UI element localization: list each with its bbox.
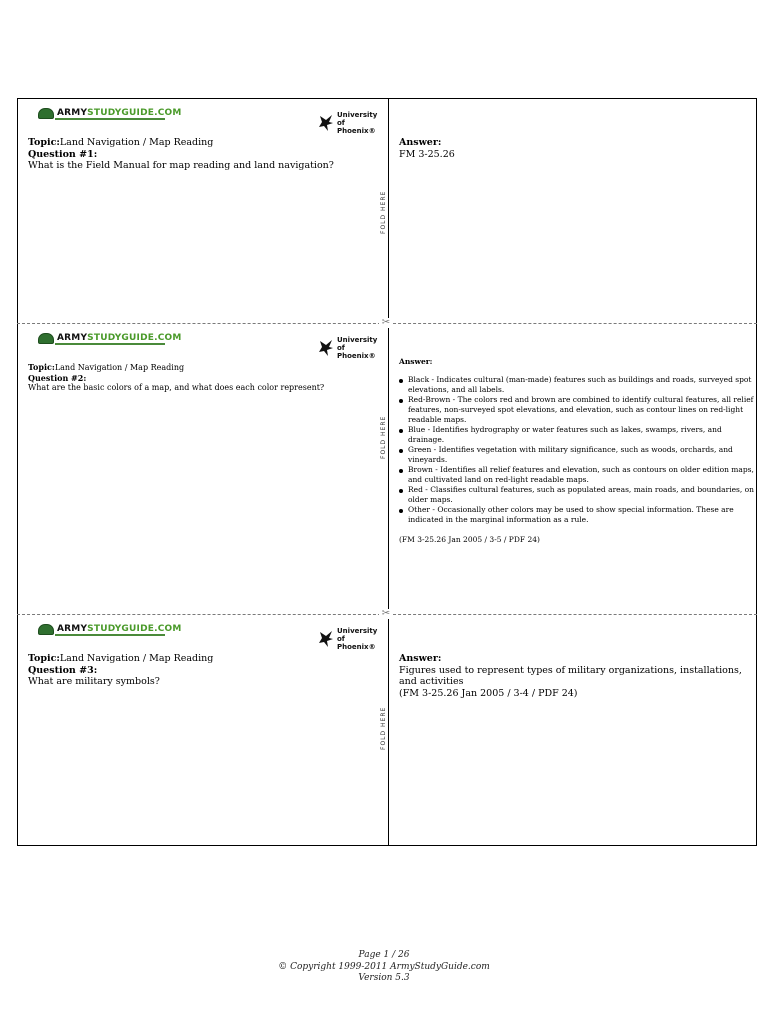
page-footer	[0, 950, 768, 985]
question-side	[28, 615, 378, 845]
fold-here-label: FOLD HERE	[380, 190, 387, 234]
topic-label: Topic:	[28, 653, 60, 664]
list-item: Blue - Identifies hydrography or water features such as lakes, swamps, rivers, and drainage.	[399, 425, 754, 445]
answer-reference: (FM 3-25.26 Jan 2005 / 3-5 / PDF 24)	[399, 535, 540, 544]
list-item: Black - Indicates cultural (man-made) features such as buildings and roads, surveyed spot elevations, and all labels.	[399, 375, 754, 395]
version-label: Version 5.3	[358, 973, 410, 983]
topic-text: Land Navigation / Map Reading	[54, 363, 185, 372]
answer-reference: (FM 3-25.26 Jan 2005 / 3-4 / PDF 24)	[399, 687, 578, 699]
question-side	[28, 324, 378, 615]
phoenix-bird-icon	[318, 339, 334, 357]
list-item: Brown - Identifies all relief features and elevation, such as contours on older edition maps, and cultivated land on red-light readable maps.	[399, 465, 754, 485]
topic-text: Land Navigation / Map Reading	[59, 137, 214, 148]
answer-content	[399, 357, 754, 545]
answer-text: Figures used to represent types of military organizations, installations, and activities	[399, 664, 742, 687]
phoenix-bird-icon	[318, 114, 334, 132]
helmet-icon	[38, 108, 54, 119]
question-content	[28, 362, 373, 393]
scissors-icon: ✂	[379, 609, 393, 619]
answer-content	[399, 653, 754, 699]
answer-label: Answer:	[399, 357, 433, 366]
logo-text-studyguide: STUDYGUIDE.COM	[87, 333, 182, 343]
question-content	[28, 653, 373, 688]
answer-side	[399, 99, 754, 324]
uop-line-1: University	[337, 627, 378, 635]
question-text: What is the Field Manual for map reading and land navigation?	[28, 160, 334, 171]
uop-line-1: University	[337, 111, 378, 119]
topic-label: Topic:	[28, 362, 55, 372]
answer-content	[399, 137, 754, 160]
list-item: Other - Occasionally other colors may be used to show special information. These are indicated in the marginal information as a rule.	[399, 505, 754, 525]
phoenix-bird-icon	[318, 630, 334, 648]
fold-here-label: FOLD HERE	[380, 706, 387, 750]
logo-text-studyguide: STUDYGUIDE.COM	[87, 624, 182, 634]
logo-text-studyguide: STUDYGUIDE.COM	[87, 108, 182, 118]
uop-line-2: of Phoenix®	[337, 119, 376, 135]
logo-text-army: ARMY	[57, 108, 88, 118]
copyright-notice: © Copyright 1999-2011 ArmyStudyGuide.com	[278, 961, 490, 972]
question-text: What are the basic colors of a map, and what does each color represent?	[28, 383, 325, 392]
uop-line-1: University	[337, 336, 378, 344]
university-of-phoenix-logo	[318, 111, 377, 135]
uop-line-2: of Phoenix®	[337, 635, 376, 651]
fold-line	[388, 98, 389, 846]
university-of-phoenix-logo	[318, 336, 377, 360]
armystudyguide-logo	[38, 623, 182, 635]
topic-label: Topic:	[28, 137, 60, 148]
map-colors-list	[399, 375, 754, 525]
flashcard-1	[17, 98, 757, 324]
topic-text: Land Navigation / Map Reading	[59, 653, 214, 664]
flashcard-2	[17, 324, 757, 615]
question-label: Question #3:	[28, 664, 98, 676]
answer-side	[399, 615, 754, 845]
question-text: What are military symbols?	[28, 676, 160, 687]
question-side	[28, 99, 378, 324]
answer-text: FM 3-25.26	[399, 148, 455, 160]
question-content	[28, 137, 373, 172]
helmet-icon	[38, 333, 54, 344]
logo-text-army: ARMY	[57, 333, 88, 343]
question-label: Question #2:	[28, 373, 87, 383]
fold-here-label: FOLD HERE	[380, 415, 387, 459]
answer-label: Answer:	[399, 653, 442, 664]
list-item: Red - Classifies cultural features, such as populated areas, main roads, and boundaries, on older maps.	[399, 485, 754, 505]
logo-text-army: ARMY	[57, 624, 88, 634]
uop-line-2: of Phoenix®	[337, 344, 376, 360]
answer-label: Answer:	[399, 137, 442, 148]
flashcard-3	[17, 615, 757, 846]
list-item: Green - Identifies vegetation with military significance, such as woods, orchards, and vineyards.	[399, 445, 754, 465]
university-of-phoenix-logo	[318, 627, 377, 651]
armystudyguide-logo	[38, 332, 182, 344]
helmet-icon	[38, 624, 54, 635]
list-item: Red-Brown - The colors red and brown are combined to identify cultural features, all relief features, non-surveyed spot elevations, and elevation, such as contour lines on red-light readable maps.	[399, 395, 754, 425]
question-label: Question #1:	[28, 148, 98, 160]
scissors-icon: ✂	[379, 318, 393, 328]
armystudyguide-logo	[38, 107, 182, 119]
answer-side	[399, 324, 754, 615]
page-number: Page 1 / 26	[358, 950, 410, 960]
flashcard-sheet	[17, 98, 757, 846]
